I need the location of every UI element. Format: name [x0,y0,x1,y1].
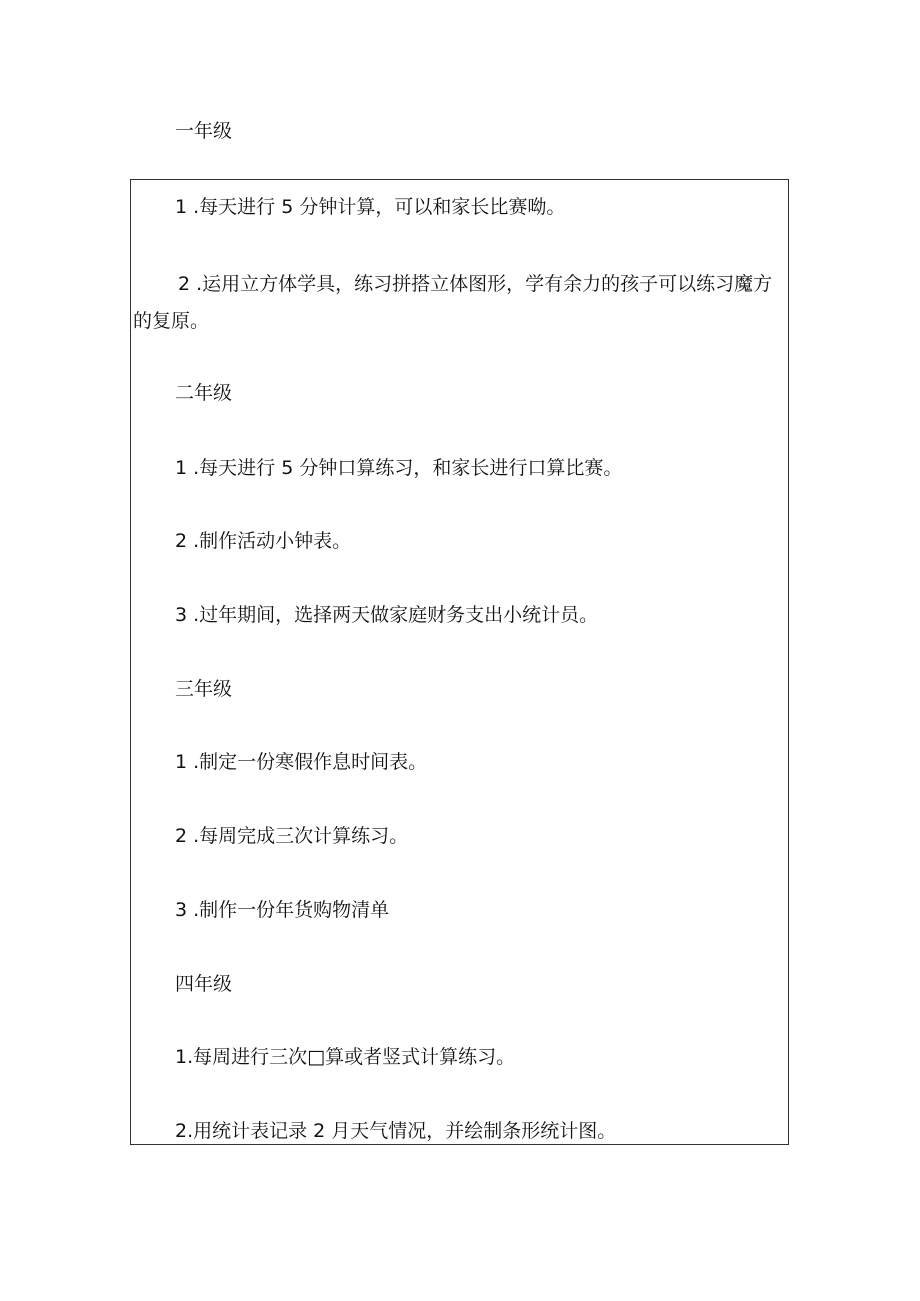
grade3-heading: 三年级 [175,678,233,700]
grade2-heading: 二年级 [175,382,233,404]
grade3-item-2: 2 .每周完成三次计算练习。 [175,825,409,847]
grade4-item-1: 1.每周进行三次□算或者竖式计算练习。 [175,1046,516,1068]
activity-table [130,179,789,1145]
grade1-heading: 一年级 [175,120,233,142]
grade4-heading: 四年级 [175,973,233,995]
grade4-item-2: 2.用统计表记录 2 月天气情况，并绘制条形统计图。 [175,1120,617,1142]
grade2-item-2: 2 .制作活动小钟表。 [175,530,352,552]
grade1-item-2: 2 .运用立方体学具，练习拼搭立体图形，学有余力的孩子可以练习魔方的复原。 [133,273,773,332]
grade2-item-3: 3 .过年期间，选择两天做家庭财务支出小统计员。 [175,604,599,626]
grade3-item-1: 1 .制定一份寒假作息时间表。 [175,751,428,773]
grade2-item-1: 1 .每天进行 5 分钟口算练习，和家长进行口算比赛。 [175,457,623,479]
grade1-item-1: 1 .每天进行 5 分钟计算，可以和家长比赛呦。 [175,196,566,218]
grade3-item-3: 3 .制作一份年货购物清单 [175,899,390,921]
